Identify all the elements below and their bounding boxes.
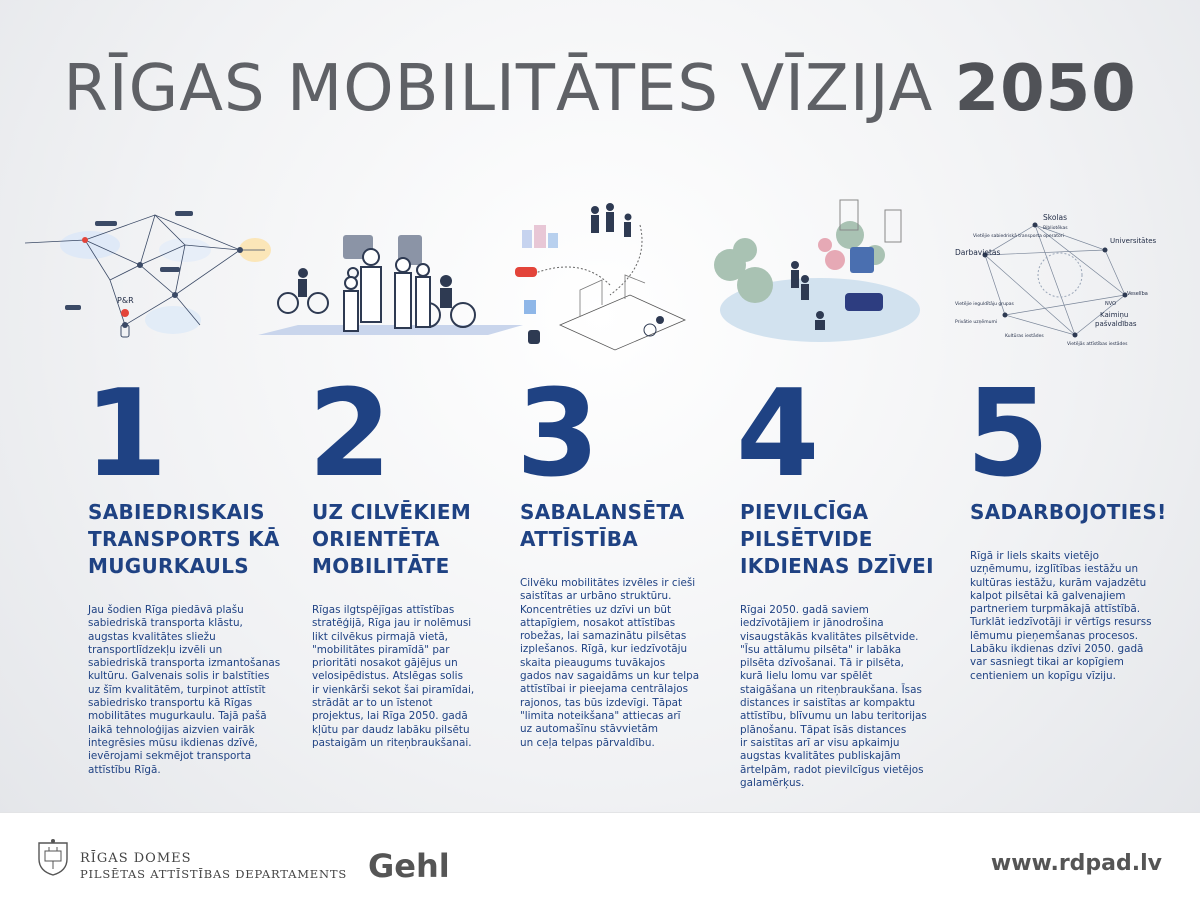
column-number: 2 (308, 365, 392, 504)
body-line: velosipēdistus. Atslēgas solis (312, 670, 463, 683)
body-line: kļūtu par daudz labāku pilsētu (312, 723, 470, 736)
body-line: kurā lielu lomu var spēlēt (740, 670, 873, 683)
stakeholder-network-illustration (955, 195, 1165, 355)
column-body (970, 550, 1170, 683)
body-line: staigāšana un riteņbraukšana. Īsas (740, 683, 922, 696)
body-line: Turklāt iedzīvotāji ir vērtīgs resurss (970, 616, 1152, 629)
body-line: uz automašīnu stāvvietām (520, 723, 658, 736)
column-3 (516, 365, 710, 750)
column-body (312, 604, 507, 750)
column-number: 5 (966, 365, 1050, 504)
column-heading (970, 499, 1170, 526)
body-line: transportlīdzekļu izvēli un (88, 643, 223, 656)
people-mobility-illustration (258, 195, 523, 355)
body-line: gados nav sagaidāms un kur telpa (520, 670, 700, 683)
body-line: prioritāti nosakot gājējus un (312, 657, 458, 670)
body-line: ievērojami sekmējot transporta (88, 750, 252, 763)
column-number: 4 (736, 365, 820, 504)
net-label-attistibas: Vietējās attīstības iestādes (1067, 342, 1128, 347)
body-line: un ceļa telpas pārvaldību. (520, 736, 655, 749)
column-5 (966, 365, 1170, 683)
body-line: attapīgiem, nosakot attīstības (520, 616, 676, 629)
column-body (520, 577, 710, 750)
column-number: 1 (84, 365, 168, 504)
org-name-line2: PILSĒTAS ATTĪSTĪBAS DEPARTAMENTS (80, 867, 348, 881)
body-line: ārtelpām, radot pievilcīgus vietējos (740, 763, 924, 776)
org-name-line1: RĪGAS DOMES (80, 851, 192, 866)
body-line: attīstību, blīvumu un labu teritorijas (740, 710, 927, 723)
body-line: izplešanos. Rīgā, kur iedzīvotāju (520, 643, 688, 656)
body-line: partneriem turpmākajā attīstībā. (970, 603, 1141, 616)
net-label-darbavietas: Darbavietas (955, 248, 1001, 257)
body-line: Rīgas ilgtspējīgas attīstības (312, 604, 455, 616)
heading-line: UZ CILVĒKIEM (312, 500, 472, 524)
body-line: "limita noteikšana" attiecas arī (520, 709, 681, 722)
column-heading (312, 499, 507, 580)
body-line: ir vienkārši sekot šai piramīdai, (312, 683, 475, 696)
body-line: kalpot pilsētai kā galvenajiem (970, 589, 1126, 602)
column-heading (88, 499, 288, 580)
footer (0, 812, 1200, 901)
body-line: attīstību Rīgā. (88, 763, 161, 776)
heading-line: MUGURKAULS (88, 554, 249, 578)
heading-line: SABALANSĒTA (520, 500, 685, 524)
body-line: iedzīvotājiem ir jānodrošina (740, 617, 884, 630)
body-line: rajonos, tas būs izdevīgi. Tāpat (520, 696, 683, 709)
body-line: kultūras iestāžu, kurām vajadzētu (970, 576, 1147, 589)
body-line: ir saistītas arī ar visu apkaimju (740, 736, 900, 749)
heading-line: ATTĪSTĪBA (520, 527, 639, 551)
body-line: centieniem un kopīgu vīziju. (970, 669, 1116, 682)
body-line: uzņēmumu, izglītības iestāžu un (970, 563, 1139, 576)
body-line: projektus, lai Rīga 2050. gadā (312, 710, 468, 723)
heading-line: SADARBOJOTIES! (970, 500, 1167, 524)
title-year: 2050 (954, 52, 1137, 126)
column-4 (736, 365, 945, 790)
body-line: kultūru. Galvenais solis ir balstīties (88, 670, 270, 683)
body-line: augstas kvalitātes sliežu (88, 630, 216, 643)
body-line: augstas kvalitātes publiskajām (740, 750, 901, 763)
balanced-development-illustration (510, 195, 695, 355)
heading-line: PILSĒTVIDE (740, 527, 873, 551)
column-heading (520, 499, 710, 553)
column-2 (308, 365, 507, 750)
column-body (740, 604, 945, 790)
body-line: Koncentrēties uz dzīvi un būt (520, 603, 672, 616)
heading-line: IKDIENAS DZĪVEI (740, 554, 934, 578)
net-label-kulturas: Kultūras iestādes (1005, 334, 1044, 339)
net-label-operator: Vietējie sabiedriskā transporta operatori (973, 234, 1064, 239)
body-line: visaugstākās kvalitātes pilsētvide. (740, 630, 919, 643)
body-line: likt cilvēkus pirmajā vietā, (312, 630, 448, 643)
body-line: Cilvēku mobilitātes izvēles ir cieši (520, 577, 696, 589)
body-line: stratēģijā, Rīga jau ir nolēmusi (312, 617, 472, 630)
net-label-vesela: Veselība (1127, 291, 1148, 297)
body-line: distances ir saistītas ar kompaktu (740, 697, 916, 710)
net-label-privatie: Privātie uzņēmumi (955, 320, 998, 325)
heading-line: MOBILITĀTE (312, 554, 450, 578)
body-line: sabiedriskā transporta klāstu, (88, 617, 243, 630)
body-line: robežas, lai samazinātu pilsētas (520, 630, 687, 643)
net-label-kaiminu: Kaimiņu (1100, 311, 1129, 319)
body-line: sabiedrisko transportu kā Rīgas (88, 697, 253, 710)
body-line: uz šīm kvalitātēm, turpinot attīstīt (88, 683, 266, 696)
coat-of-arms-icon (37, 837, 69, 877)
gehl-logo: Gehl (368, 847, 450, 885)
transit-network-illustration (25, 195, 275, 355)
website-link[interactable]: www.rdpad.lv (990, 851, 1162, 876)
body-line: Jau šodien Rīga piedāvā plašu (88, 604, 244, 616)
body-line: pilsēta dzīvošanai. Tā ir pilsēta, (740, 657, 904, 670)
body-line: Labāku ikdienas dzīvi 2050. gadā (970, 643, 1144, 656)
net-label-ieguldit: Vietējie ieguldītāju grupas (955, 302, 1014, 307)
body-line: var sasniegt tikai ar kopīgiem (970, 656, 1124, 669)
column-heading (740, 499, 945, 580)
title-main: RĪGAS MOBILITĀTES VĪZIJA (63, 52, 934, 126)
body-line: Rīgai 2050. gadā saviem (740, 604, 869, 616)
body-line: Rīgā ir liels skaits vietējo (970, 550, 1100, 562)
body-line: "Īsu attālumu pilsēta" ir labāka (740, 643, 902, 656)
net-label-pasvaldibas: pašvaldības (1095, 320, 1137, 328)
net-label-skolas: Skolas (1043, 213, 1068, 222)
net-label-universitates: Universitātes (1110, 237, 1157, 245)
net-label-nvo: NVO (1105, 301, 1117, 307)
body-line: strādāt ar to un īstenot (312, 697, 433, 710)
heading-line: PIEVILCĪGA (740, 500, 869, 524)
body-line: lēmumu pieņemšanas procesos. (970, 629, 1139, 642)
column-1 (84, 365, 288, 777)
pr-label: P&R (117, 296, 134, 305)
net-label-birumi: Bibliotēkas (1043, 226, 1068, 231)
page-title (0, 52, 1200, 126)
body-line: sabiedriskā transporta izmantošanas (88, 657, 281, 670)
body-line: attīstībai ir pieejama centrālajos (520, 683, 689, 696)
body-line: laikā tehnoloģijas aizvien vairāk (88, 723, 255, 736)
body-line: skaita pieaugums tuvākajos (520, 656, 666, 669)
heading-line: TRANSPORTS KĀ (88, 527, 280, 551)
body-line: galamērķus. (740, 776, 805, 789)
body-line: integrēsies mūsu ikdienas dzīvē, (88, 736, 258, 749)
heading-line: ORIENTĒTA (312, 527, 440, 551)
attractive-environment-illustration (710, 195, 940, 355)
heading-line: SABIEDRISKAIS (88, 500, 265, 524)
column-body (88, 604, 288, 777)
body-line: pastaigām un riteņbraukšanai. (312, 736, 472, 749)
body-line: mobilitātes mugurkaulu. Tajā pašā (88, 710, 267, 723)
body-line: "mobilitātes piramīdā" par (312, 643, 450, 656)
body-line: saistītas ar urbāno struktūru. (520, 590, 672, 603)
column-number: 3 (516, 365, 600, 504)
body-line: plānošanu. Tāpat īsās distances (740, 723, 907, 736)
